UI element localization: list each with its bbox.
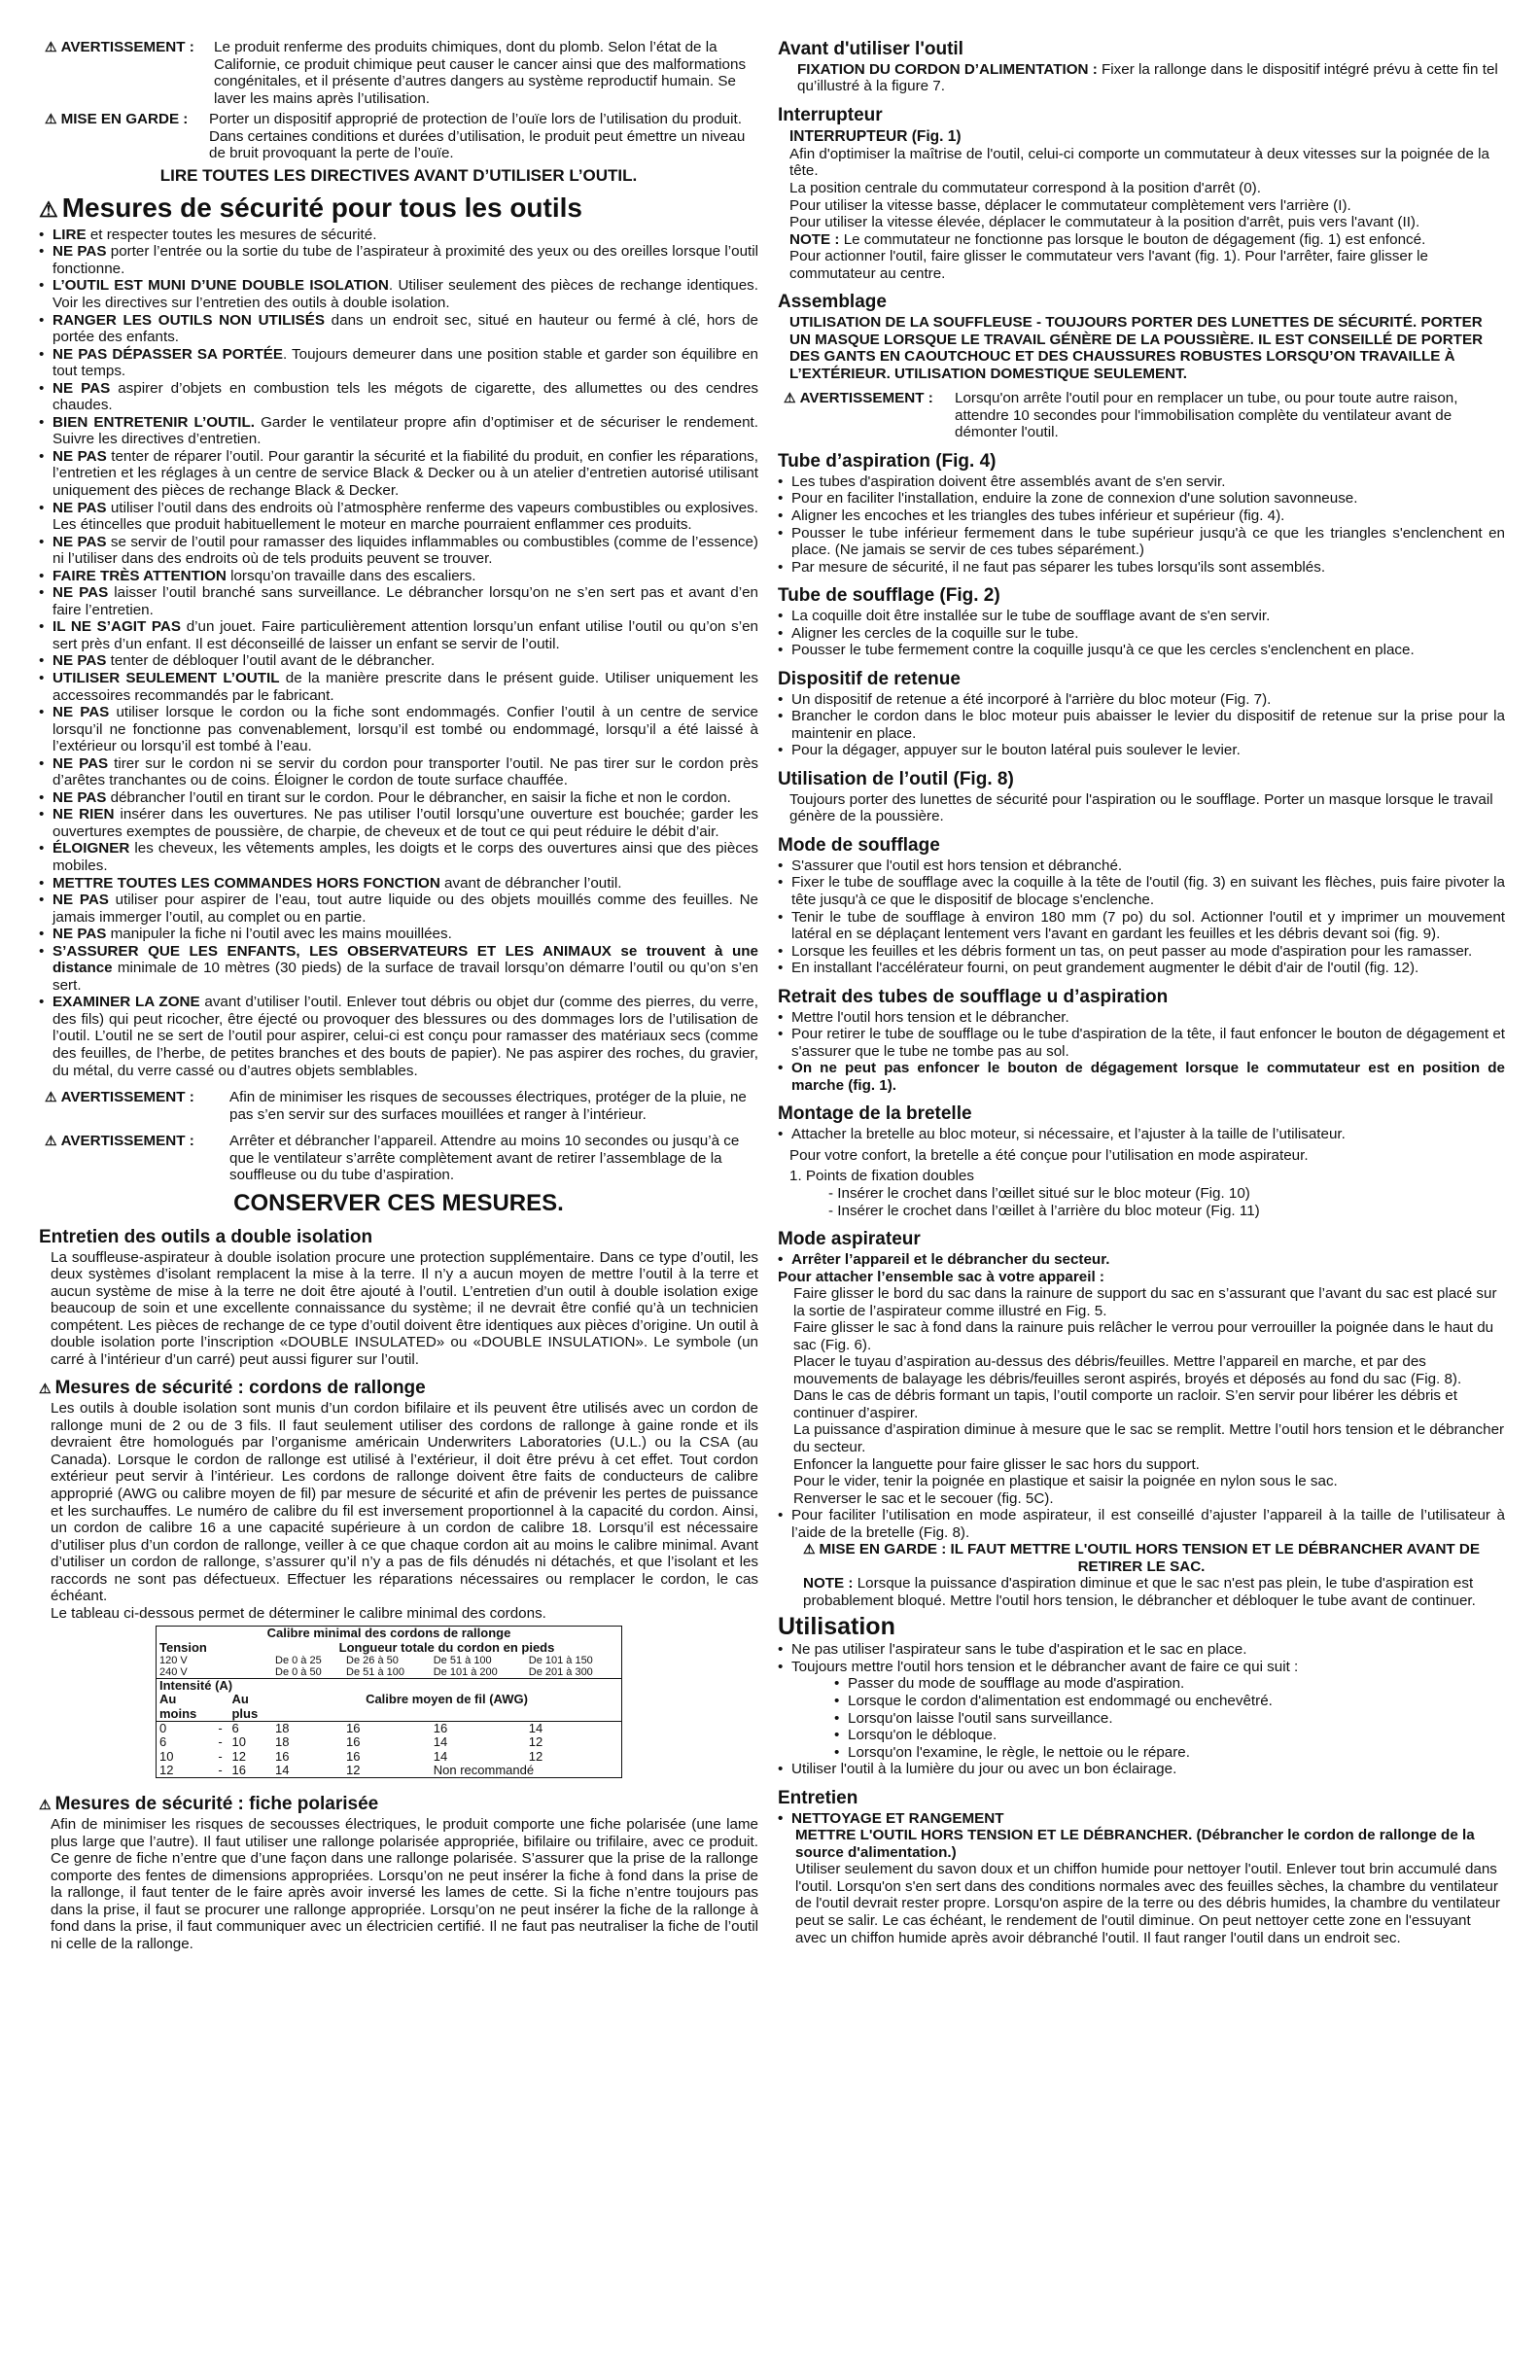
- warning-stop: [39, 1133, 758, 1184]
- table-cell: 16: [231, 1762, 246, 1777]
- paragraph: Enfoncer la languette pour faire glisser le sac hors du support.: [793, 1455, 1200, 1473]
- table-cell: 14: [433, 1748, 448, 1764]
- table-cell: De 0 à 25: [275, 1654, 322, 1666]
- table-cell: De 201 à 300: [528, 1666, 593, 1679]
- table-cell: 14: [433, 1734, 448, 1750]
- retrait-title: Retrait des tubes de soufflage u d’aspiration: [778, 986, 1169, 1007]
- tension-header: Tension: [159, 1639, 207, 1655]
- safety-item: • ÉLOIGNER les cheveux, les vêtements amples, les doigts et le corps des ouvertures ainsi que des pièces mobiles.: [39, 840, 758, 874]
- warning-icon: ⚠: [45, 1133, 57, 1149]
- list-item: • Passer du mode de soufflage au mode d'aspiration.: [834, 1675, 1505, 1693]
- utilisation-last: [778, 1761, 1505, 1778]
- table-cell: -: [218, 1762, 223, 1777]
- aspirateur-bold-list: [778, 1251, 1505, 1269]
- bretelle-list: [778, 1126, 1505, 1143]
- paragraph: Dans le cas de débris formant un tapis, l’outil comporte un racloir. S’en servir pour libérer les débris et continuer d’aspirer.: [793, 1387, 1457, 1421]
- list-item: • Lorsque les feuilles et les débris forment un tas, on peut passer au mode d'aspiration pour les ramasser.: [778, 943, 1505, 961]
- list-item: • Attacher la bretelle au bloc moteur, si nécessaire, et l’ajuster à la taille de l’utilisateur.: [778, 1126, 1505, 1143]
- paragraph: La puissance d’aspiration diminue à mesure que le sac se remplit. Mettre l’outil hors tension et le débrancher du secteur.: [793, 1421, 1505, 1456]
- awg-header: Calibre moyen de fil (AWG): [366, 1692, 528, 1707]
- list-item: • Pour la dégager, appuyer sur le bouton latéral puis soulever le levier.: [778, 742, 1505, 759]
- length-header: Longueur totale du cordon en pieds: [338, 1639, 555, 1655]
- warning-icon: ⚠: [39, 1797, 52, 1813]
- paragraph: 1. Points de fixation doubles: [789, 1168, 974, 1185]
- double-insulation-title: Entretien des outils a double isolation: [39, 1226, 373, 1247]
- table-cell: 6: [228, 1722, 272, 1736]
- caution-label: ⚠ MISE EN GARDE :: [45, 111, 189, 128]
- table-cell: 16: [346, 1748, 361, 1764]
- table-cell: 6: [159, 1734, 167, 1750]
- safety-item: • NE PAS tirer sur le cordon ni se servir du cordon pour transporter l’outil. Ne pas tirer sur le cordon près d’arêtes tranchantes ou de coins. Éloigner le cordon de toute surface chauffée.: [39, 755, 758, 789]
- caution-bag: ⚠ MISE EN GARDE : IL FAUT METTRE L'OUTIL HORS TENSION ET LE DÉBRANCHER AVANT DE RETIRER LE SAC.: [802, 1541, 1481, 1575]
- table-cell: De 51 à 100: [346, 1666, 404, 1679]
- safety-item: • UTILISER SEULEMENT L’OUTIL de la manière prescrite dans le présent guide. Utiliser uniquement les accessoires recommandés par le fabricant.: [39, 670, 758, 704]
- warning-chemicals: [39, 39, 758, 107]
- table-cell: 10: [231, 1734, 246, 1750]
- safety-item: • IL NE S’AGIT PAS d’un jouet. Faire particulièrement attention lorsqu’un enfant utilise l’outil ou qu’on s’en sert près d’un enfant. Il est déconseillé de laisser un enfant se servir de l’outil.: [39, 618, 758, 652]
- warning-label: ⚠ AVERTISSEMENT :: [45, 1133, 194, 1150]
- caution-text: Porter un dispositif approprié de protection de l’ouïe lors de l’utilisation du produit. Dans certaines conditions et durées d’utilisation, le produit peut émettre un niveau de bruit provoquant la perte de l’ouïe.: [209, 111, 746, 162]
- mode-soufflage-title: Mode de soufflage: [778, 834, 940, 856]
- table-title: Calibre minimal des cordons de rallonge: [266, 1626, 511, 1641]
- safety-item: • NE PAS tenter de réparer l’outil. Pour garantir la sécurité et la fiabilité du produit, en confier les réparations, l’entretien et les réglages à un centre de service Black & Decker ou à un atelier d’entretien autorisé utilisant uniquement des pièces de rechange Black & Decker.: [39, 448, 758, 500]
- tube-soufflage-list: [778, 608, 1505, 659]
- assemblage-bold: UTILISATION DE LA SOUFFLEUSE - TOUJOURS PORTER DES LUNETTES DE SÉCURITÉ. PORTER UN MASQUE LORSQUE LE TRAVAIL GÉNÈRE DE LA POUSSIÈRE. IL EST CONSEILLÉ DE PORTER DES GANTS EN CAOUTCHOUC ET DES CHAUSSURES ROBUSTES LORSQU’ON TRAVAILLE À L’EXTÉRIEUR. UTILISATION DOMESTIQUE SEULEMENT.: [789, 314, 1484, 382]
- safety-item: • NE PAS débrancher l’outil en tirant sur le cordon. Pour le débrancher, en saisir la fiche et non le cordon.: [39, 789, 758, 807]
- warning-assemblage: [778, 390, 1505, 441]
- table-cell: -: [218, 1734, 223, 1750]
- table-cell: 240 V: [159, 1666, 188, 1679]
- table-cell: 12: [346, 1762, 361, 1777]
- list-item: • Pour faciliter l’utilisation en mode aspirateur, il est conseillé d’ajuster l’appareil à la taille de l’utilisateur à l’aide de la bretelle (Fig. 8).: [778, 1507, 1505, 1541]
- list-item: • La coquille doit être installée sur le tube de soufflage avant de s'en servir.: [778, 608, 1505, 625]
- list-item: • Pousser le tube fermement contre la coquille jusqu'à ce que les cercles s'enclenchent en place.: [778, 642, 1505, 659]
- table-cell: 0: [157, 1722, 216, 1736]
- list-item: • Ne pas utiliser l'aspirateur sans le tube d'aspiration et le sac en place.: [778, 1641, 1505, 1659]
- list-item: • Pousser le tube inférieur fermement dans le tube supérieur jusqu'à ce que les triangles s'enclenchent en place. (Ne jamais se servir de ces tubes séparément.): [778, 525, 1505, 559]
- double-insulation-text: La souffleuse-aspirateur à double isolation procure une protection supplémentaire. Dans ce type d’outil, les deux systèmes d’isolant remplacent la mise à la terre. Il n’y a aucun moyen de mettre l’outil à la terre et aucun système de mise à la terre ne doit être ajouté à l’outil. L’entretien d’un outil à double isolation exige beaucoup de soin et une excellente connaissance du système; il ne devrait être confié qu’à un technicien compétent. Les pièces de rechange de ce type d’outil doivent être identiques aux pièces d’origine. Un outil à double isolation porte l’inscription «DOUBLE INSULATED» ou «DOUBLE INSULATION». Le symbole (un carré à l’intérieur d’un carré) peut aussi figurer sur l’outil.: [51, 1248, 758, 1368]
- warning-icon: ⚠: [784, 390, 796, 406]
- utilisation-title: Utilisation: [778, 1613, 895, 1641]
- safety-item: • NE PAS DÉPASSER SA PORTÉE. Toujours demeurer dans une position stable et garder son équilibre en tout temps.: [39, 346, 758, 380]
- list-item: • Lorsque le cordon d'alimentation est endommagé ou enchevêtré.: [834, 1693, 1505, 1710]
- paragraph: Pour utiliser la vitesse élevée, déplacer le commutateur à la position d'arrêt, puis vers l'avant (II).: [789, 214, 1420, 231]
- table-cell: De 26 à 50: [346, 1654, 399, 1666]
- table-row: [157, 1764, 622, 1778]
- warning-icon: ⚠: [45, 39, 57, 54]
- table-cell: 16: [275, 1748, 290, 1764]
- paragraph: La position centrale du commutateur correspond à la position d'arrêt (0).: [789, 179, 1261, 196]
- table-cell: Au: [159, 1692, 177, 1707]
- safety-item: • NE PAS utiliser pour aspirer de l’eau, tout autre liquide ou des objets mouillés comme des feuilles. Ne jamais immerger l’outil, au complet ou en partie.: [39, 892, 758, 926]
- right-column: [778, 39, 1505, 1946]
- table-row: [157, 1722, 622, 1736]
- safety-title: ⚠ Mesures de sécurité pour tous les outils: [39, 192, 582, 224]
- left-column: [39, 39, 758, 1953]
- assemblage-title: Assemblage: [778, 292, 887, 313]
- warning-icon: ⚠: [802, 1541, 816, 1558]
- paragraph: Faire glisser le sac à fond dans la rainure puis relâcher le verrou pour verrouiller la poignée dans le haut du sac (Fig. 6).: [793, 1319, 1494, 1353]
- list-item: • Tenir le tube de soufflage à environ 180 mm (7 po) du sol. Actionner l'outil et y imprimer un mouvement latéral en se déplaçant lentement vers l'avant en gardant les feuilles et les débris devant soi (fig. 9).: [778, 909, 1505, 943]
- table-cell: 12: [231, 1748, 246, 1764]
- table-cell: Non recommandé: [433, 1762, 535, 1777]
- plug-text: Afin de minimiser les risques de secousses électriques, le produit comporte une fiche polarisée (une lame plus large que l’autre). Il faut utiliser une rallonge polarisée appropriée, bifilaire ou trifilaire, avec ce produit. Ce genre de fiche n’entre que d’une façon dans une rallonge polarisée. S’assurer que la prise de la rallonge comporte des fentes de dimensions appropriées. Lorsqu’on ne peut insérer la fiche à fond dans la prise de la rallonge, il faut tenter de le faire après avoir inversé les lames de cette. Si la fiche n’entre toujours pas dans la prise, il faut se procurer une rallonge appropriée. Lorsqu’on ne peut insérer la fiche de la rallonge à fond dans la prise, il faut communiquer avec un électricien certifié. Il ne faut pas neutraliser la fiche de l’outil ni celle de la rallonge.: [51, 1816, 758, 1953]
- list-item: • Pour en faciliter l'installation, enduire la zone de connexion d'une solution savonneuse.: [778, 490, 1505, 508]
- paragraph: Pour le vider, tenir la poignée en plastique et saisir la poignée en nylon sous le sac.: [793, 1473, 1338, 1490]
- utilisation-fig8-text: Toujours porter des lunettes de sécurité pour l'aspiration ou le soufflage. Porter un masque lorsque le travail génère de la poussière.: [789, 790, 1493, 825]
- warning-icon: ⚠: [39, 197, 58, 223]
- tube-aspiration-title: Tube d’aspiration (Fig. 4): [778, 451, 997, 472]
- safety-item: • NE RIEN insérer dans les ouvertures. Ne pas utiliser l’outil lorsqu’une ouverture est bouchée; garder les ouvertures exemptes de poussière, de charpie, de cheveux et de tout ce qui peut réduire le débit d’air.: [39, 806, 758, 840]
- utilisation-fig8-title: Utilisation de l’outil (Fig. 8): [778, 768, 1014, 789]
- note: NOTE : Lorsque la puissance d'aspiration diminue et que le sac n'est pas plein, le tube d'aspiration est probablement bloqué. Mettre l'outil hors tension, le débrancher et débloquer le tube avant de continuer.: [803, 1575, 1476, 1609]
- list-item: • Toujours mettre l'outil hors tension et le débrancher avant de faire ce qui suit :: [778, 1659, 1505, 1676]
- retrait-bold-list: [778, 1060, 1505, 1094]
- cords-text: Les outils à double isolation sont munis d’un cordon bifilaire et ils peuvent être utilisés avec un cordon de rallonge muni de 2 ou de 3 fils. Il faut seulement utiliser des cordons de rallonge à gaine ronde et ils devraient être homologués par l’organisme américain Underwriters Laboratories (U.L.) ou la CSA (au Canada). Lorsque le cordon de rallonge est utilisé à l’extérieur, il doit être prévu à cet effet. Tout cordon extérieur peut servir à l’intérieur. Les cordons de rallonge doivent être faits de conducteurs de calibre approprié (AWG ou calibre moyen de fil) par mesure de sécurité et afin de prévenir les pertes de puissance et les surchauffes. Le numéro de calibre du fil est inversement proportionnel à la capacité du cordon. Ainsi, un cordon de calibre 16 a une capacité supérieure à un cordon de calibre 18. Lorsqu’il est nécessaire d’utiliser plus d’un cordon de rallonge, veiller à ce que chaque cordon ait au moins le calibre minimal. Avant d’utiliser un cordon de rallonge, s’assurer qu’il n’y a pas de fils dénudés ni détachés, et que l’isolant et les raccords ne sont pas défectueux. Effectuer les réparations nécessaires ou remplacer le cordon, le cas échéant.: [51, 1400, 758, 1605]
- list-item: • Un dispositif de retenue a été incorporé à l'arrière du bloc moteur (Fig. 7).: [778, 691, 1505, 709]
- table-cell: 14: [526, 1722, 622, 1736]
- table-cell: 12: [159, 1762, 174, 1777]
- safety-item: • NE PAS aspirer d’objets en combustion tels les mégots de cigarette, des allumettes ou des cendres chaudes.: [39, 380, 758, 414]
- paragraph: Pour actionner l'outil, faire glisser le commutateur vers l'avant (fig. 1). Pour l'arrêter, faire glisser le commutateur au centre.: [789, 248, 1428, 282]
- entretien-list: [778, 1810, 1505, 1828]
- paragraph: Pour utiliser la vitesse basse, déplacer le commutateur complètement vers l'arrière (I).: [789, 196, 1351, 214]
- table-cell: De 101 à 150: [528, 1654, 593, 1666]
- table-row: [157, 1750, 622, 1764]
- gauge-table: [156, 1626, 622, 1778]
- paragraph: - Insérer le crochet dans l’œillet situé sur le bloc moteur (Fig. 10): [828, 1184, 1250, 1202]
- warning-shock: [39, 1089, 758, 1123]
- table-cell: De 101 à 200: [433, 1666, 498, 1679]
- safety-list: [39, 227, 758, 1079]
- warning-icon: ⚠: [45, 1089, 57, 1105]
- table-cell: 120 V: [159, 1654, 188, 1666]
- mode-aspirateur-title: Mode aspirateur: [778, 1229, 921, 1250]
- safety-item: • RANGER LES OUTILS NON UTILISÉS dans un endroit sec, situé en hauteur ou fermé à clé, hors de portée des enfants.: [39, 312, 758, 346]
- warning-text: Afin de minimiser les risques de secousses électriques, protéger de la pluie, ne pas s’en servir sur des surfaces mouillées et ranger à l’intérieur.: [229, 1089, 747, 1123]
- table-cell: De 51 à 100: [433, 1654, 492, 1666]
- list-item: • NETTOYAGE ET RANGEMENT: [778, 1810, 1505, 1828]
- safety-item: • NE PAS tenter de débloquer l’outil avant de le débrancher.: [39, 652, 758, 670]
- safety-item: • METTRE TOUTES LES COMMANDES HORS FONCTION avant de débrancher l’outil.: [39, 875, 758, 892]
- safety-item: • NE PAS utiliser l’outil dans des endroits où l’atmosphère renferme des vapeurs combustibles ou explosives. Les étincelles que produit habituellement le moteur en marche pourraient enflammer ces produits.: [39, 500, 758, 534]
- safety-item: • L’OUTIL EST MUNI D’UNE DOUBLE ISOLATION. Utiliser seulement des pièces de rechange identiques. Voir les directives sur l’entretien des outils à double isolation.: [39, 277, 758, 311]
- retenue-list: [778, 691, 1505, 759]
- warning-text: Arrêter et débrancher l’appareil. Attendre au moins 10 secondes ou jusqu’à ce que le ventilateur s’arrête complètement avant de retirer l’assemblage de la souffleuse ou du tube d’aspiration.: [229, 1133, 740, 1184]
- list-item: • Arrêter l’appareil et le débrancher du secteur.: [778, 1251, 1505, 1269]
- safety-item: • NE PAS manipuler la fiche ni l’outil avec les mains mouillées.: [39, 926, 758, 943]
- table-cell: 12: [528, 1734, 543, 1750]
- list-item: • Lorsqu'on laisse l'outil sans surveillance.: [834, 1710, 1505, 1728]
- safety-item: • NE PAS utiliser lorsque le cordon ou la fiche sont endommagés. Confier l’outil à un centre de service lorsqu’il ne fonctionne pas convenablement, lorsqu’il est tombé ou endommagé, lorsqu’il a été laissé à l’extérieur ou lorsqu’il est tombé à l’eau.: [39, 704, 758, 755]
- safety-item: • NE PAS porter l’entrée ou la sortie du tube de l’aspirateur à proximité des yeux ou des oreilles lorsque l’outil fonctionne.: [39, 243, 758, 277]
- table-cell: De 0 à 50: [275, 1666, 322, 1679]
- list-item: • Lorsqu'on l'examine, le règle, le nettoie ou le répare.: [834, 1744, 1505, 1762]
- list-item: • Brancher le cordon dans le bloc moteur puis abaisser le levier du dispositif de retenue sur la prise pour la maintenir en place.: [778, 708, 1505, 742]
- list-item: • S'assurer que l'outil est hors tension et débranché.: [778, 858, 1505, 875]
- list-item: • Par mesure de sécurité, il ne faut pas séparer les tubes lorsqu'ils sont assemblés.: [778, 559, 1505, 577]
- table-cell: -: [215, 1722, 228, 1736]
- caution-hearing: [39, 111, 758, 162]
- retrait-list: [778, 1009, 1505, 1061]
- table-cell: 16: [346, 1734, 361, 1750]
- list-item: • Mettre l'outil hors tension et le débrancher.: [778, 1009, 1505, 1027]
- table-cell: 16: [343, 1722, 431, 1736]
- cords-title: ⚠ Mesures de sécurité : cordons de rallonge: [39, 1378, 426, 1399]
- warning-label: ⚠ AVERTISSEMENT :: [45, 1089, 194, 1106]
- intensity-header: Intensité (A): [157, 1679, 622, 1694]
- paragraph: Placer le tuyau d’aspiration au-dessus des débris/feuilles. Mettre l’appareil en marche, et par des mouvements de balayage les débris/feuilles seront aspirés, broyés et déposés au fond du sac (Fig. 8).: [793, 1353, 1462, 1387]
- table-cell: 14: [275, 1762, 290, 1777]
- table-cell: -: [218, 1748, 223, 1764]
- paragraph: - Insérer le crochet dans l’œillet à l’arrière du bloc moteur (Fig. 11): [828, 1202, 1260, 1219]
- conserver-heading: CONSERVER CES MESURES.: [233, 1189, 564, 1216]
- avant-title: Avant d'utiliser l'outil: [778, 39, 963, 59]
- table-cell: 18: [272, 1722, 343, 1736]
- warning-label: ⚠ AVERTISSEMENT :: [45, 39, 194, 55]
- list-item: • Lorsqu'on le débloque.: [834, 1727, 1505, 1744]
- safety-item: • S’ASSURER QUE LES ENFANTS, LES OBSERVATEURS ET LES ANIMAUX se trouvent à une distance minimale de 10 mètres (30 pieds) de la surface de travail lorsqu’on démarre l’outil ou qu’on s’en sert.: [39, 943, 758, 995]
- safety-item: • BIEN ENTRETENIR L’OUTIL. Garder le ventilateur propre afin d’optimiser et de sécuriser le rendement. Suivre les directives d’entretien.: [39, 414, 758, 448]
- warning-icon: ⚠: [39, 1381, 52, 1397]
- bretelle-title: Montage de la bretelle: [778, 1103, 972, 1125]
- interrupteur-subtitle: INTERRUPTEUR (Fig. 1): [789, 127, 962, 145]
- utilisation-sublist: [778, 1675, 1505, 1761]
- list-item: • Aligner les cercles de la coquille sur le tube.: [778, 625, 1505, 643]
- utilisation-list: [778, 1641, 1505, 1675]
- table-cell: moins: [159, 1705, 197, 1721]
- paragraph: Renverser le sac et le secouer (fig. 5C).: [793, 1489, 1054, 1507]
- note: NOTE : Le commutateur ne fonctionne pas lorsque le bouton de dégagement (fig. 1) est enfoncé.: [789, 230, 1426, 248]
- entretien-bold: METTRE L'OUTIL HORS TENSION ET LE DÉBRANCHER. (Débrancher le cordon de rallonge de la source d'alimentation.): [795, 1827, 1475, 1861]
- paragraph: Faire glisser le bord du sac dans la rainure de support du sac en s’assurant que l’avant du sac est placé sur la sortie de l’aspirateur comme illustré en Fig. 5.: [793, 1285, 1497, 1319]
- tube-aspiration-list: [778, 473, 1505, 576]
- paragraph: Pour votre confort, la bretelle a été conçue pour l’utilisation en mode aspirateur.: [789, 1146, 1309, 1164]
- table-row: [157, 1735, 622, 1749]
- read-all-heading: LIRE TOUTES LES DIRECTIVES AVANT D’UTILISER L’OUTIL.: [159, 165, 638, 185]
- table-cell: 12: [528, 1748, 543, 1764]
- warning-label: ⚠ AVERTISSEMENT :: [784, 390, 933, 407]
- table-cell: 16: [431, 1722, 526, 1736]
- paragraph: Afin d'optimiser la maîtrise de l'outil, celui-ci comporte un commutateur à deux vitesses sur la poignée de la tête.: [789, 145, 1489, 180]
- table-cell: Au: [231, 1692, 249, 1707]
- list-item: • En installant l'accélérateur fourni, on peut grandement augmenter le débit d'air de l'outil (fig. 12).: [778, 960, 1505, 977]
- retenue-title: Dispositif de retenue: [778, 668, 961, 689]
- list-item: • Les tubes d'aspiration doivent être assemblés avant de s'en servir.: [778, 473, 1505, 491]
- table-cell: 18: [275, 1734, 290, 1750]
- tube-soufflage-title: Tube de soufflage (Fig. 2): [778, 585, 1000, 607]
- plug-title: ⚠ Mesures de sécurité : fiche polarisée: [39, 1794, 379, 1815]
- entretien-text: Utiliser seulement du savon doux et un chiffon humide pour nettoyer l'outil. Enlever tout brin accumulé dans l'outil. Lorsqu'on s'en sert dans des conditions normales avec des feuilles sèches, la chambre du ventilateur de l'outil devrait rester propre. Lorsqu'on aspire de la terre ou des débris humides, la chambre du ventilateur peut se salir. Le cas échéant, le rendement de l'outil diminue. On peut nettoyer cette zone en l'essuyant avec un chiffon humide après avoir débranché l'outil. Il faut ranger l'outil dans un endroit sec.: [795, 1861, 1501, 1946]
- list-item: • Aligner les encoches et les triangles des tubes inférieur et supérieur (fig. 4).: [778, 508, 1505, 525]
- list-item: • On ne peut pas enfoncer le bouton de dégagement lorsque le commutateur est en position de marche (fig. 1).: [778, 1060, 1505, 1094]
- table-intro: Le tableau ci-dessous permet de déterminer le calibre minimal des cordons.: [51, 1604, 546, 1622]
- safety-item: • LIRE et respecter toutes les mesures de sécurité.: [39, 227, 758, 244]
- safety-item: • NE PAS laisser l’outil branché sans surveillance. Le débrancher lorsqu’on ne s’en sert pas et avant d’en faire l’entretien.: [39, 584, 758, 618]
- entretien-title: Entretien: [778, 1787, 858, 1808]
- aspirateur-bold: Pour attacher l’ensemble sac à votre appareil :: [778, 1268, 1104, 1285]
- warning-text: Le produit renferme des produits chimiques, dont du plomb. Selon l’état de la Californie, ce produit chimique peut causer le cancer ainsi que des malformations congénitales, et il présente d’autres dangers au système reproductif humain. Se laver les mains après l’utilisation.: [214, 39, 747, 107]
- table-cell: 10: [159, 1748, 174, 1764]
- list-item: • Pour retirer le tube de soufflage ou le tube d'aspiration de la tête, il faut enfoncer le bouton de dégagement et s'assurer que le tube ne tombe pas au sol.: [778, 1026, 1505, 1060]
- list-item: • Utiliser l'outil à la lumière du jour ou avec un bon éclairage.: [778, 1761, 1505, 1778]
- list-item: • Fixer le tube de soufflage avec la coquille à la tête de l'outil (fig. 3) en suivant les flèches, puis faire pivoter la tête jusqu'à ce que le dispositif de blocage s'enclenche.: [778, 874, 1505, 908]
- interrupteur-title: Interrupteur: [778, 105, 883, 126]
- safety-item: • NE PAS se servir de l’outil pour ramasser des liquides inflammables ou combustibles (comme de l’essence) ni l’utiliser dans des endroits où de tels produits peuvent se trouver.: [39, 534, 758, 568]
- safety-item: • EXAMINER LA ZONE avant d’utiliser l’outil. Enlever tout débris ou objet dur (comme des pierres, du verre, des fils) qui peut ricocher, être éjecté ou provoquer des blessures ou des dommages lors de l’utilisation de l’outil. L’outil ne se sert de l’outil pour aspirer, celui-ci est conçu pour ramasser des matériaux secs (comme des feuilles, de l’herbe, de petites branches et des bouts de papier). Ne pas aspirer des roches, du gravier, du métal, du verre cassé ou d’autres objets semblables.: [39, 994, 758, 1079]
- mode-soufflage-list: [778, 858, 1505, 977]
- aspirateur-list: [778, 1507, 1505, 1541]
- table-cell: plus: [231, 1705, 259, 1721]
- safety-item: • FAIRE TRÈS ATTENTION lorsqu’on travaille dans des escaliers.: [39, 568, 758, 585]
- warning-text: Lorsqu'on arrête l'outil pour en remplacer un tube, ou pour toute autre raison, attendre 10 secondes pour l'immobilisation complète du ventilateur avant de démonter l'outil.: [955, 390, 1458, 441]
- avant-text: FIXATION DU CORDON D’ALIMENTATION : Fixer la rallonge dans le dispositif intégré prévu à cette fin tel qu’illustré à la figure 7.: [797, 60, 1498, 95]
- warning-icon: ⚠: [45, 111, 57, 127]
